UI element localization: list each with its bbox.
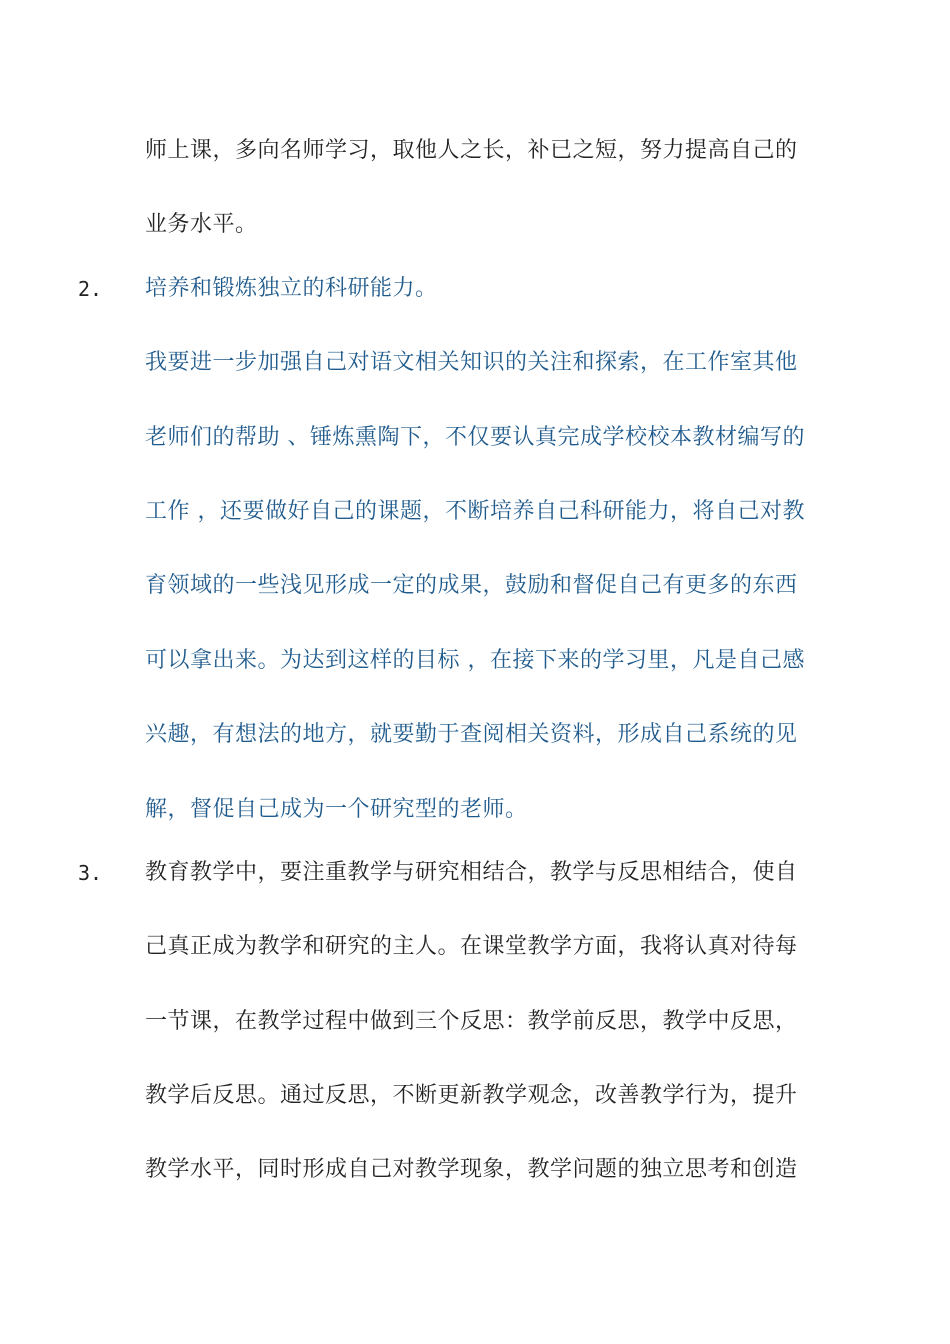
paragraph-line: 业务水平。 xyxy=(145,212,258,237)
paragraph-line: 教学后反思。通过反思，不断更新教学观念，改善教学行为，提升 xyxy=(145,1083,798,1108)
paragraph-line: 己真正成为教学和研究的主人。在课堂教学方面，我将认真对待每 xyxy=(145,934,798,959)
paragraph-line: 工作 ，还要做好自己的课题，不断培养自己科研能力，将自己对教 xyxy=(145,499,805,524)
paragraph-line: 老师们的帮助 、锤炼熏陶下，不仅要认真完成学校校本教材编写的 xyxy=(145,425,805,450)
section-heading: 培养和锻炼独立的科研能力。 xyxy=(145,276,438,301)
paragraph-line: 教育教学中，要注重教学与研究相结合，教学与反思相结合，使自 xyxy=(145,860,798,885)
paragraph-line: 一节课，在教学过程中做到三个反思：教学前反思，教学中反思， xyxy=(145,1009,798,1034)
paragraph-line: 解，督促自己成为一个研究型的老师。 xyxy=(145,797,528,822)
paragraph-line: 师上课，多向名师学习，取他人之长，补已之短，努力提高自己的 xyxy=(145,138,798,163)
paragraph-line: 教学水平，同时形成自己对教学现象，教学问题的独立思考和创造 xyxy=(145,1157,798,1182)
paragraph-line: 可以拿出来。为达到这样的目标 ，在接下来的学习里，凡是自己感 xyxy=(145,648,805,673)
paragraph-line: 我要进一步加强自己对语文相关知识的关注和探索，在工作室其他 xyxy=(145,350,798,375)
list-number: 3. xyxy=(78,861,103,885)
list-number: 2. xyxy=(78,277,103,301)
paragraph-line: 育领域的一些浅见形成一定的成果，鼓励和督促自己有更多的东西 xyxy=(145,573,798,598)
paragraph-line: 兴趣，有想法的地方，就要勤于查阅相关资料，形成自己系统的见 xyxy=(145,722,798,747)
